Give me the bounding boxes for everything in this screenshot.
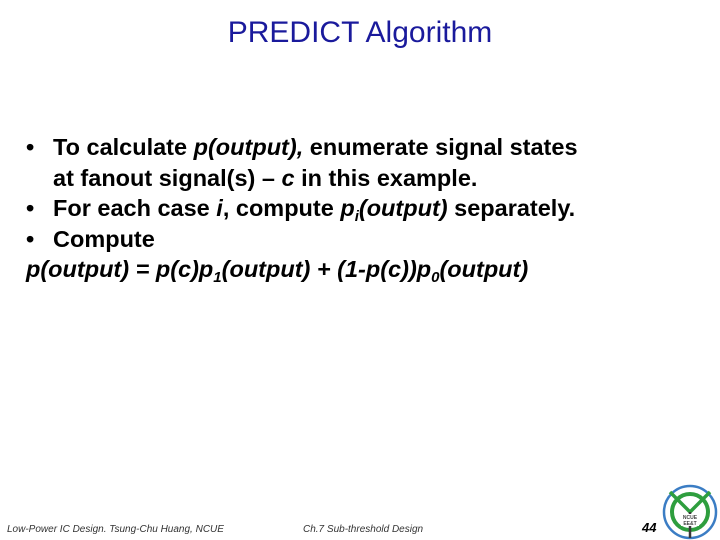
formula-end: (output) [439, 256, 529, 282]
slide-title: PREDICT Algorithm [227, 16, 493, 49]
footer-course-author: Low-Power IC Design. Tsung-Chu Huang, NCUE [7, 524, 224, 535]
university-logo-icon [660, 478, 720, 540]
bullet-1-term-c: c [281, 164, 295, 191]
bullet-1-text-c: enumerate signal states [303, 134, 578, 160]
bullet-2-term-p: p [340, 195, 355, 221]
bullet-2-term-i: i [216, 195, 223, 221]
bullet-item-2 [26, 193, 706, 224]
bullet-2-text-c: , compute [222, 195, 341, 221]
formula-subscript-1: 1 [213, 269, 222, 286]
bullet-2-text-f: separately. [447, 195, 576, 221]
formula [26, 254, 706, 285]
bullet-item-1 [26, 132, 706, 193]
bullet-1-line2-c: in this example. [294, 164, 478, 191]
formula-subscript-0: 0 [431, 269, 440, 286]
bullet-item-3 [26, 224, 706, 255]
page-number: 44 [642, 520, 657, 535]
bullet-2-subscript-i: i [354, 208, 359, 225]
formula-middle: (output) + (1-p(c))p [221, 256, 432, 282]
bullet-marker: • [26, 225, 35, 252]
bullet-2-term-output: (output) [358, 195, 448, 221]
bullet-marker: • [26, 134, 35, 160]
bullet-1-line2-a: at fanout signal(s) – [53, 164, 282, 191]
footer-chapter: Ch.7 Sub-threshold Design [303, 524, 424, 535]
logo-text-line1: NCUE [682, 515, 698, 521]
bullet-3-text: Compute [53, 225, 155, 252]
content-area [26, 132, 706, 285]
logo-text-line2: EE&T [683, 521, 697, 527]
formula-lhs: p(output) = p(c)p [26, 256, 214, 282]
bullet-2-text-a: For each case [53, 195, 217, 221]
bullet-marker: • [26, 195, 35, 221]
bullet-1-term-p-output: p(output), [193, 134, 304, 160]
bullet-1-text-a: To calculate [53, 134, 194, 160]
